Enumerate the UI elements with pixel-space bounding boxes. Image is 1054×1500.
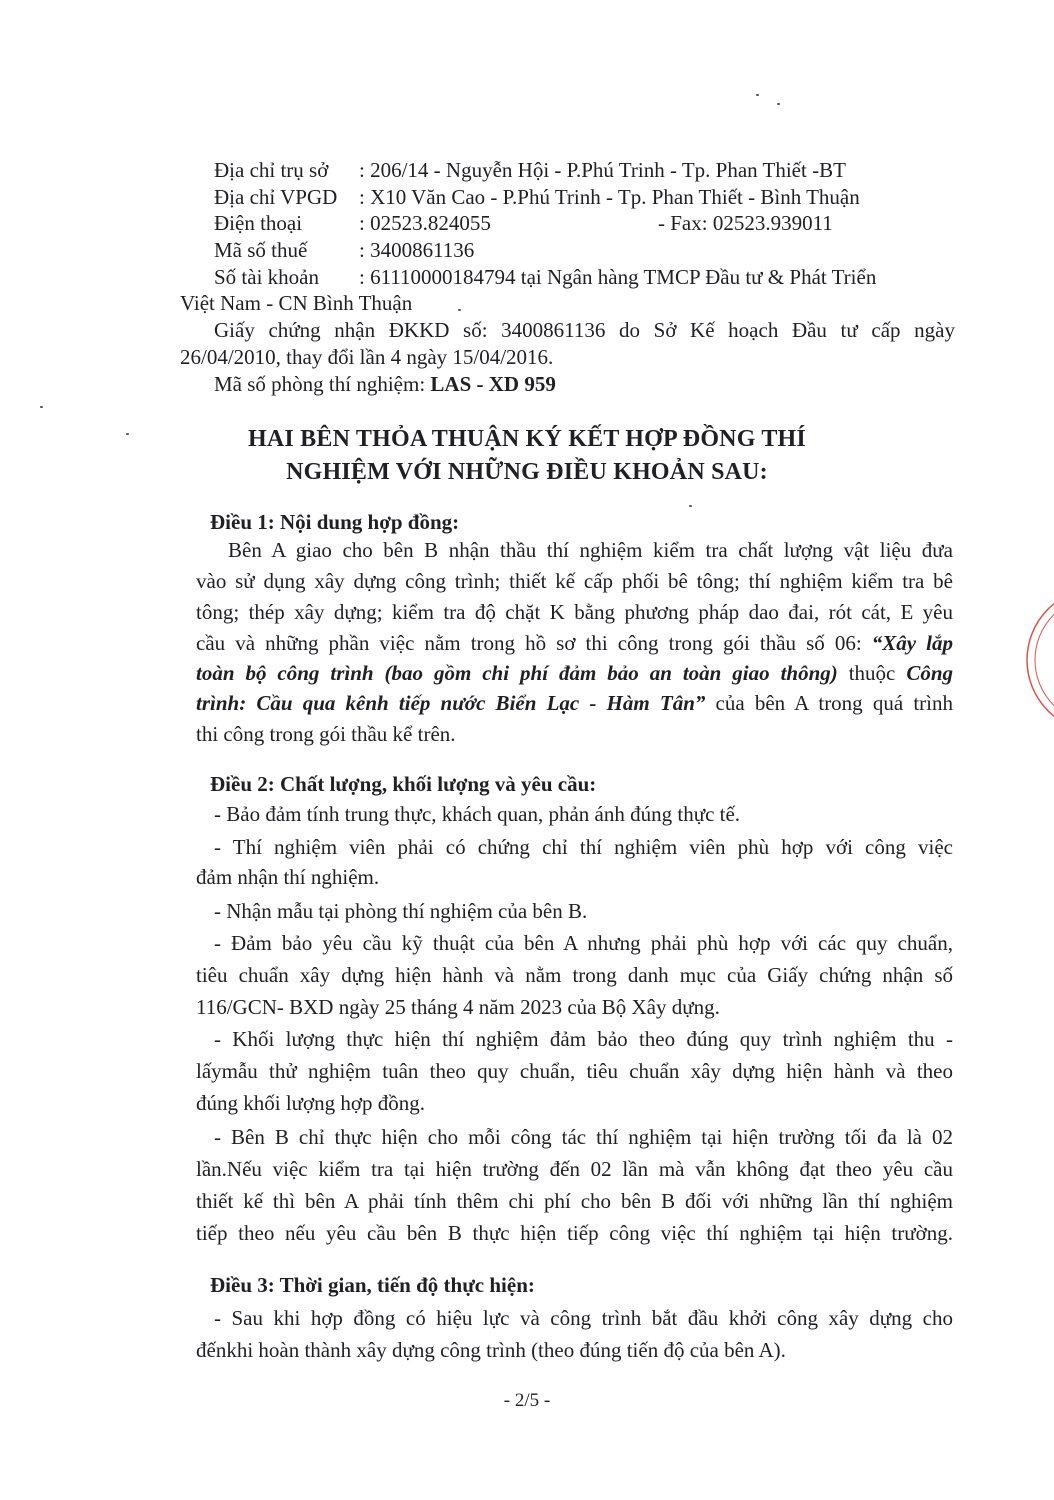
account-value: : 61110000184794 tại Ngân hàng TMCP Đầu tư & Phát Triển (359, 265, 877, 289)
scan-speck (777, 103, 780, 105)
scan-speck (126, 433, 129, 435)
account-continuation: Việt Nam - CN Bình Thuận (180, 291, 413, 315)
article-1-line-3: tông; thép xây dựng; kiểm tra độ chặt K bằng phương pháp dao đai, rót cát, E yêu (196, 600, 953, 624)
article-1-line-2: vào sử dụng xây dựng công trình; thiết kế cấp phối bê tông; thí nghiệm kiểm tra bê (196, 569, 953, 593)
article-1-line-5: toàn bộ công trình (bao gồm chi phí đảm bảo an toàn giao thông) thuộc Công (196, 661, 954, 685)
article-1-title: Điều 1: Nội dung hợp đồng: (210, 510, 460, 534)
office-label: Địa chỉ VPGD (214, 185, 338, 209)
article-2-point-6-line-4: tiếp theo nếu yêu cầu bên B thực hiện tiếp công việc thí nghiệm tại hiện trường. (196, 1221, 953, 1245)
article-3-point-1-line-1: - Sau khi hợp đồng có hiệu lực và công trình bắt đầu khởi công xây dựng cho (214, 1306, 953, 1330)
article-2-point-3: - Nhận mẫu tại phòng thí nghiệm của bên B. (214, 899, 588, 923)
license-line-2: 26/04/2010, thay đổi lần 4 ngày 15/04/2016. (180, 345, 554, 369)
office-value: : X10 Văn Cao - P.Phú Trinh - Tp. Phan Thiết - Bình Thuận (359, 185, 860, 209)
article-3-title: Điều 3: Thời gian, tiến độ thực hiện: (210, 1273, 535, 1297)
article-2-point-6-line-1: - Bên B chỉ thực hiện cho mỗi công tác thí nghiệm tại hiện trường tối đa là 02 (214, 1125, 953, 1149)
agreement-heading-line-2: NGHIỆM VỚI NHỮNG ĐIỀU KHOẢN SAU: (286, 459, 768, 485)
stamp-fragment (1024, 575, 1054, 745)
address-value: : 206/14 - Nguyễn Hội - P.Phú Trinh - Tp. Phan Thiết -BT (359, 158, 846, 182)
stamp-icon (1024, 575, 1054, 745)
article-2-point-2-line-2: đảm nhận thí nghiệm. (196, 865, 380, 889)
article-1-line-7: thi công trong gói thầu kể trên. (196, 722, 456, 746)
article-2-point-4-line-2: tiêu chuẩn xây dựng hiện hành và nằm trong danh mục của Giấy chứng nhận số (196, 963, 953, 987)
article-1-line-1: Bên A giao cho bên B nhận thầu thí nghiệm kiểm tra chất lượng vật liệu đưa (228, 538, 953, 562)
agreement-heading-line-1: HAI BÊN THỎA THUẬN KÝ KẾT HỢP ĐỒNG THÍ (248, 426, 806, 452)
tax-label: Mã số thuế (214, 238, 308, 262)
account-label: Số tài khoản (214, 265, 319, 289)
lab-label: Mã số phòng thí nghiệm: (214, 372, 431, 396)
article-2-point-4-line-1: - Đảm bảo yêu cầu kỹ thuật của bên A nhưng phải phù hợp với các quy chuẩn, (214, 931, 953, 955)
lab-code-line (214, 371, 556, 397)
fax-value: - Fax: 02523.939011 (658, 211, 833, 235)
phone-label: Điện thoại (214, 211, 303, 235)
lab-code: LAS - XD 959 (430, 372, 556, 396)
license-line-1: Giấy chứng nhận ĐKKD số: 3400861136 do Sở Kế hoạch Đầu tư cấp ngày (214, 318, 955, 342)
article-1-line-4: cầu và những phần việc nằm trong hồ sơ thi công trong gói thầu số 06: “Xây lắp (196, 631, 953, 655)
article-2-point-5-line-1: - Khối lượng thực hiện thí nghiệm đảm bảo theo đúng quy trình nghiệm thu - (214, 1027, 953, 1051)
article-2-point-6-line-3: thiết kế thì bên A phải tính thêm chi phí cho bên B đối với những lần thí nghiệm (196, 1189, 953, 1213)
scan-speck (756, 94, 759, 96)
article-2-point-4-line-3: 116/GCN- BXD ngày 25 tháng 4 năm 2023 của Bộ Xây dựng. (196, 995, 720, 1019)
article-2-point-6-line-2: lần.Nếu việc kiểm tra tại hiện trường đến 02 lần mà vẫn không đạt theo yêu cầu (196, 1157, 953, 1181)
article-2-point-5-line-2: lấymẫu thử nghiệm tuân theo quy chuẩn, tiêu chuẩn xây dựng hiện hành và theo (196, 1059, 953, 1083)
article-3-point-1-line-2: đếnkhi hoàn thành xây dựng công trình (theo đúng tiến độ của bên A). (196, 1338, 786, 1362)
tax-value: : 3400861136 (359, 238, 475, 262)
article-2-point-5-line-3: đúng khối lượng hợp đồng. (196, 1091, 426, 1115)
article-1-line-6: trình: Cầu qua kênh tiếp nước Biển Lạc - Hàm Tân” của bên A trong quá trình (196, 691, 953, 715)
phone-value: : 02523.824055 (359, 211, 491, 235)
address-label: Địa chỉ trụ sở (214, 158, 329, 182)
scan-speck (458, 309, 461, 311)
scan-speck (689, 505, 692, 507)
article-2-title: Điều 2: Chất lượng, khối lượng và yêu cầu: (210, 772, 597, 796)
article-2-point-2-line-1: - Thí nghiệm viên phải có chứng chỉ thí nghiệm viên phù hợp với công việc (214, 835, 953, 859)
article-2-point-1: - Bảo đảm tính trung thực, khách quan, phản ánh đúng thực tế. (214, 802, 741, 826)
scan-speck (40, 406, 43, 408)
page-number: - 2/5 - (503, 1390, 551, 1411)
